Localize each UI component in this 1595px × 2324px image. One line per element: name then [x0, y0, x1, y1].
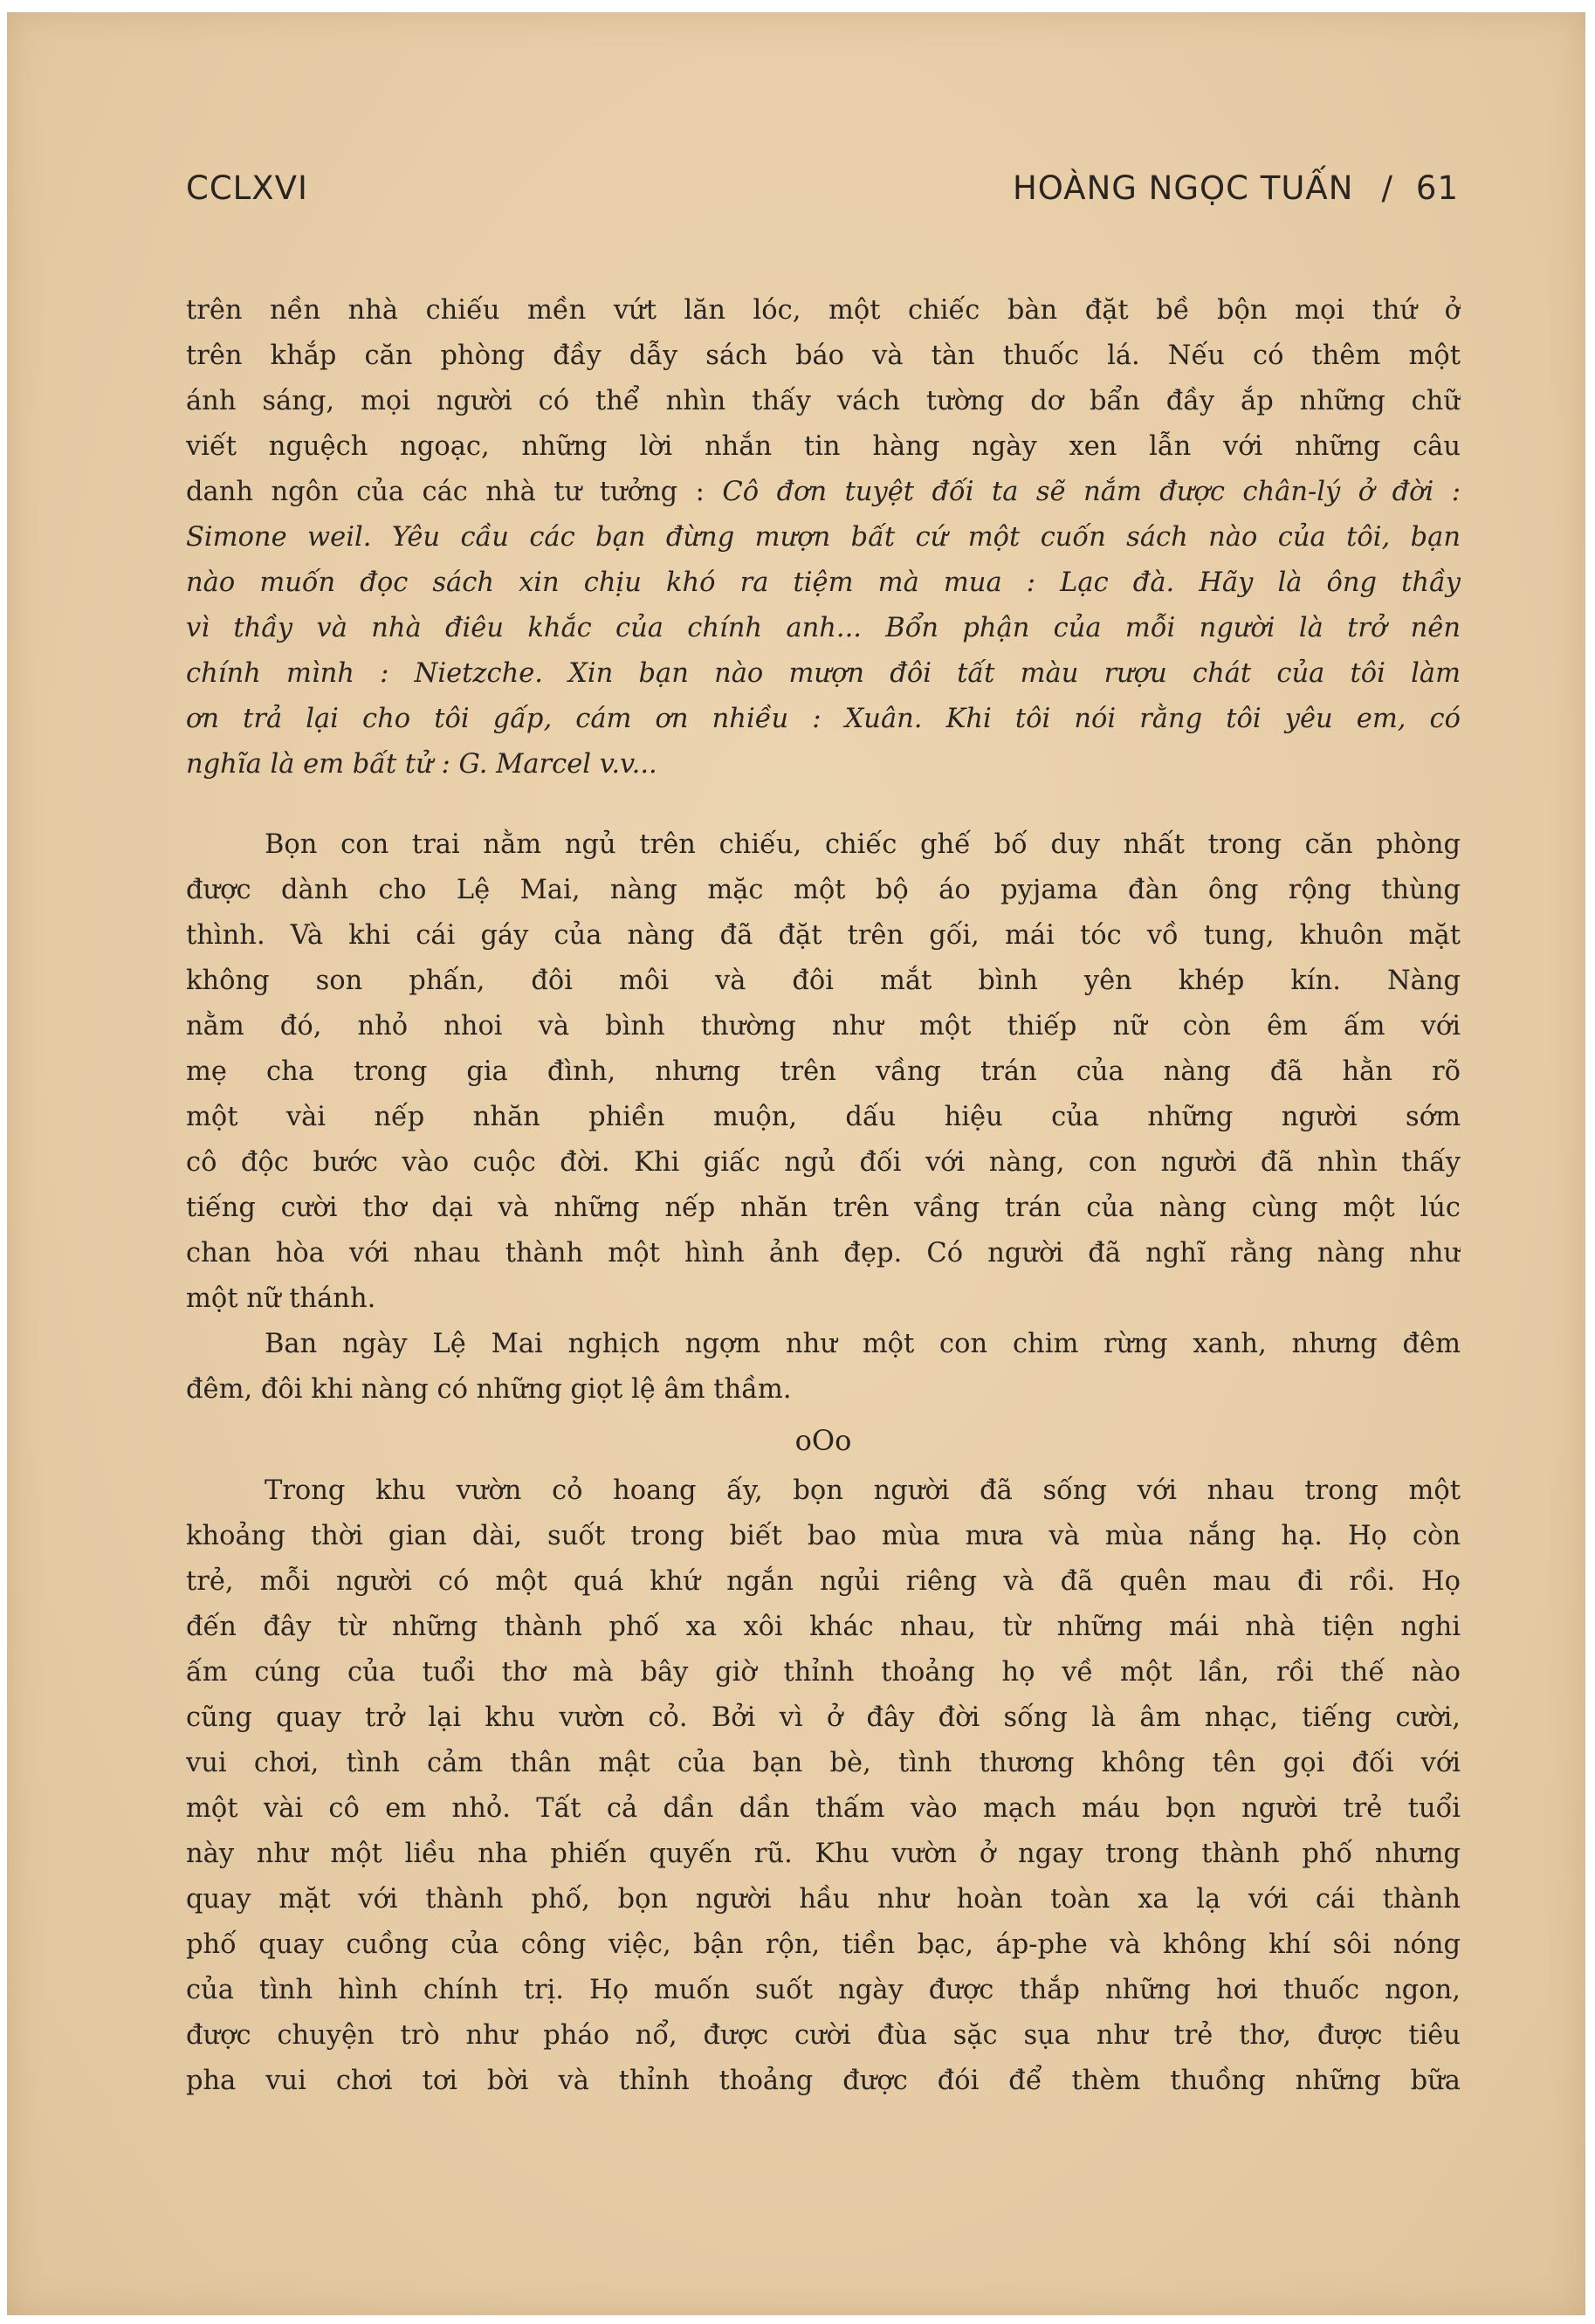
text-line: một nữ thánh.: [186, 1283, 376, 1314]
text-line: [186, 470, 1461, 515]
text-line: được chuyện trò như pháo nổ, được cười đùa sặc sụa như trẻ thơ, được tiêu: [186, 2020, 1461, 2051]
text-line: khoảng thời gian dài, suốt trong biết bao mùa mưa và mùa nắng hạ. Họ còn: [186, 1521, 1461, 1551]
section-ornament: oOo: [794, 1424, 852, 1457]
chapter-number: CCLXVI: [186, 169, 308, 207]
text-line: Ban ngày Lệ Mai nghịch ngợm như một con chim rừng xanh, nhưng đêm: [265, 1329, 1461, 1359]
quote-line: nghĩa là em bất tử : G. Marcel v.v...: [186, 749, 657, 780]
running-head: [1013, 169, 1459, 207]
text-line: tiếng cười thơ dại và những nếp nhăn trên vầng trán của nàng cùng một lúc: [186, 1193, 1461, 1223]
text-line: Bọn con trai nằm ngủ trên chiếu, chiếc ghế bố duy nhất trong căn phòng: [265, 829, 1461, 860]
text-line: đến đây từ những thành phố xa xôi khác nhau, từ những mái nhà tiện nghi: [186, 1612, 1461, 1642]
text-line: chan hòa với nhau thành một hình ảnh đẹp. Có người đã nghĩ rằng nàng như: [186, 1238, 1461, 1269]
text-line: cô độc bước vào cuộc đời. Khi giấc ngủ đối với nàng, con người đã nhìn thấy: [186, 1147, 1461, 1178]
text-line: Trong khu vườn cỏ hoang ấy, bọn người đã sống với nhau trong một: [265, 1475, 1461, 1506]
author-name: HOÀNG NGỌC TUẤN: [1012, 169, 1354, 207]
text-line: đêm, đôi khi nàng có những giọt lệ âm thầm.: [186, 1374, 792, 1405]
page-number: 61: [1415, 169, 1459, 207]
text-line: một vài cô em nhỏ. Tất cả dần dần thấm vào mạch máu bọn người trẻ tuổi: [186, 1793, 1461, 1824]
quotes-block: [186, 288, 1461, 787]
text-line: này như một liều nha phiến quyến rũ. Khu vườn ở ngay trong thành phố nhưng: [186, 1839, 1461, 1869]
text-line: của tình hình chính trị. Họ muốn suốt ngày được thắp những hơi thuốc ngon,: [186, 1975, 1461, 2005]
text-line: viết nguệch ngoạc, những lời nhắn tin hàng ngày xen lẫn với những câu: [186, 431, 1461, 462]
text-span: danh ngôn của các nhà tư tưởng :: [186, 477, 705, 507]
text-line: pha vui chơi tơi bời và thỉnh thoảng được đói để thèm thuồng những bữa: [186, 2066, 1461, 2096]
quote-line: Simone weil. Yêu cầu các bạn đừng mượn bất cứ một cuốn sách nào của tôi, bạn: [186, 522, 1461, 553]
text-line: cũng quay trở lại khu vườn cỏ. Bởi vì ở đây đời sống là âm nhạc, tiếng cười,: [186, 1702, 1461, 1733]
text-line: một vài nếp nhăn phiền muộn, dấu hiệu của những người sớm: [186, 1102, 1461, 1132]
text-line: được dành cho Lệ Mai, nàng mặc một bộ áo pyjama đàn ông rộng thùng: [186, 875, 1461, 905]
paragraph: [186, 822, 1461, 1322]
text-line: mẹ cha trong gia đình, nhưng trên vầng trán của nàng đã hằn rõ: [186, 1056, 1461, 1087]
page-body: [186, 288, 1461, 2104]
text-line: ánh sáng, mọi người có thể nhìn thấy vách tường dơ bẩn đầy ắp những chữ: [186, 386, 1461, 416]
text-line: nằm đó, nhỏ nhoi và bình thường như một thiếp nữ còn êm ấm với: [186, 1011, 1461, 1042]
header-separator: /: [1381, 169, 1393, 207]
text-line: thình. Và khi cái gáy của nàng đã đặt trên gối, mái tóc vồ tung, khuôn mặt: [186, 920, 1461, 951]
book-page: [7, 12, 1585, 2315]
text-line: trên khắp căn phòng đầy dẫy sách báo và tàn thuốc lá. Nếu có thêm một: [186, 340, 1461, 371]
quote-line: ơn trả lại cho tôi gấp, cám ơn nhiều : Xuân. Khi tôi nói rằng tôi yêu em, có: [186, 704, 1461, 734]
text-line: phố quay cuồng của công việc, bận rộn, tiền bạc, áp-phe và không khí sôi nóng: [186, 1929, 1461, 1960]
quote-line: vì thầy và nhà điêu khắc của chính anh... Bổn phận của mỗi người là trở nên: [186, 613, 1461, 643]
quote-italic: Cô đơn tuyệt đối ta sẽ nắm được chân-lý ở đời :: [722, 477, 1461, 507]
text-line: trên nền nhà chiếu mền vứt lăn lóc, một chiếc bàn đặt bề bộn mọi thứ ở: [186, 295, 1461, 326]
paragraph: [186, 1322, 1461, 1413]
paragraph: [186, 1468, 1461, 2104]
page-header: [186, 169, 1459, 211]
quote-line: nào muốn đọc sách xin chịu khó ra tiệm mà mua : Lạc đà. Hãy là ông thầy: [186, 567, 1461, 598]
text-line: ấm cúng của tuổi thơ mà bây giờ thỉnh thoảng họ về một lần, rồi thế nào: [186, 1657, 1461, 1688]
text-line: không son phấn, đôi môi và đôi mắt bình yên khép kín. Nàng: [186, 966, 1461, 996]
quote-line: chính mình : Nietzche. Xin bạn nào mượn đôi tất màu rượu chát của tôi làm: [186, 658, 1461, 689]
text-line: vui chơi, tình cảm thân mật của bạn bè, tình thương không tên gọi đối với: [186, 1748, 1461, 1778]
text-line: quay mặt với thành phố, bọn người hầu như hoàn toàn xa lạ với cái thành: [186, 1884, 1461, 1915]
text-line: trẻ, mỗi người có một quá khứ ngắn ngủi riêng và đã quên mau đi rồi. Họ: [186, 1566, 1461, 1597]
